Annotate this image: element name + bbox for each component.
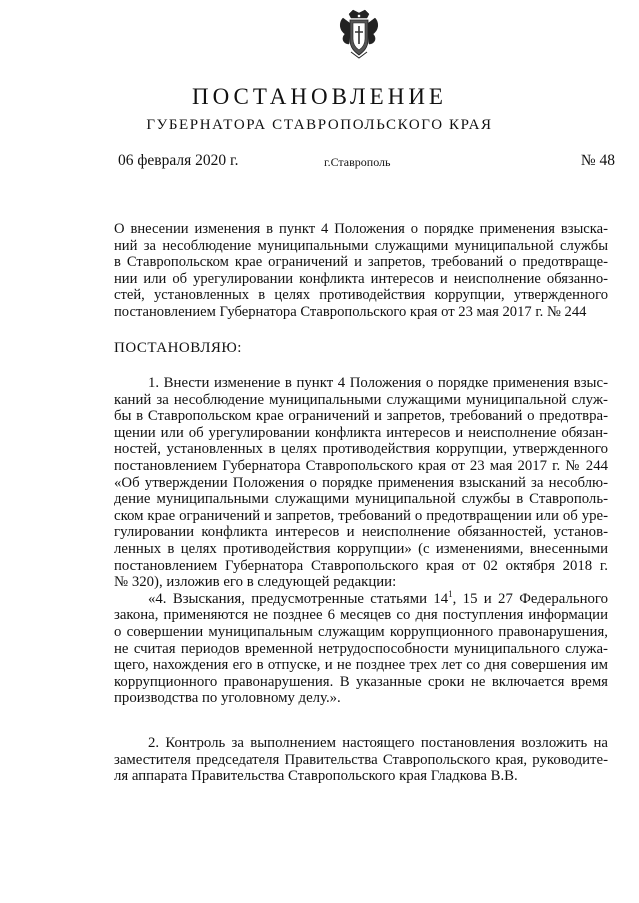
quote-suffix: , 15 и 27 Федерального — [452, 590, 608, 607]
subject-line: постановлением Губернатора Ставропольского края от 23 мая 2017 г. № 244 — [114, 303, 587, 320]
item-2-line: заместителя председателя Правительства Ставропольского края, руководите- — [114, 751, 608, 768]
quote-line: производства по уголовному делу.». — [114, 690, 341, 707]
item-1-line: ностей, установленных в целях противодействия коррупции, утвержденного — [114, 441, 608, 458]
item-1-line: ском крае ограничений и запретов, требований о предотвращении или об уре- — [114, 507, 608, 524]
item-2-line: 2. Контроль за выполнением настоящего постановления возложить на — [148, 735, 608, 751]
item-1-block — [114, 375, 608, 707]
quote-prefix: «4. Взыскания, предусмотренные статьями 14 — [148, 590, 449, 607]
item-1-line: щении или об урегулировании конфликта интересов и неисполнение обязан- — [114, 424, 608, 441]
quote-line: щего, нахождения его в отпуске, и не позднее трех лет со дня совершения им — [114, 657, 608, 674]
subject-line: стей, установленных в целях противодействия коррупции, утвержденного — [114, 287, 608, 304]
document-date: 06 февраля 2020 г. — [118, 152, 239, 169]
quote-line: о совершении муниципальным служащим коррупционного правонарушения, — [114, 623, 608, 640]
quote-line: закона, применяются не позднее 6 месяцев со дня поступления информации — [114, 607, 608, 624]
item-1-line: 1. Внести изменение в пункт 4 Положения о порядке применения взыс- — [148, 375, 608, 391]
item-1-line: № 320), изложив его в следующей редакции: — [114, 574, 397, 591]
subject-block — [114, 221, 608, 321]
document-number: № 48 — [580, 152, 615, 169]
item-1-line: каний за несоблюдение муниципальными служащими муниципальной служ- — [114, 391, 608, 408]
subject-line: О внесении изменения в пункт 4 Положения о порядке применения взыска- — [114, 221, 608, 237]
document-title: ПОСТАНОВЛЕНИЕ — [192, 84, 447, 109]
item-2-line: ля аппарата Правительства Ставропольского края Гладкова В.В. — [114, 768, 518, 785]
quote-first-line — [114, 588, 608, 608]
quote-line: не считая периодов временной нетрудоспособности муниципального служа- — [114, 640, 608, 657]
item-2-block — [114, 735, 608, 785]
quote-superscript: 1 — [448, 588, 453, 599]
item-1-line: постановлением Губернатора Ставропольского края от 02 октября 2018 г. — [114, 557, 608, 574]
subject-line: в Ставропольском крае ограничений и запретов, требований о предотвраще- — [114, 254, 608, 271]
subject-line: нии или об урегулировании конфликта интересов и неисполнение обязанно- — [114, 270, 608, 287]
item-1-line: гулировании конфликта интересов и неисполнение обязанностей, установ- — [114, 524, 608, 541]
item-1-line: «Об утверждении Положения о порядке применения взысканий за несоблю- — [114, 474, 608, 491]
item-1-line: постановлением Губернатора Ставропольского края от 23 мая 2017 г. № 244 — [114, 457, 608, 474]
quote-line: коррупционного правонарушения. В указанные сроки не включается время — [114, 673, 608, 690]
subject-line: ний за несоблюдение муниципальными служащими муниципальной службы — [114, 237, 608, 254]
coat-of-arms-emblem — [337, 8, 381, 60]
item-1-line: ленных в целях противодействия коррупции» (с изменениями, внесенными — [114, 540, 608, 557]
item-1-line: бы в Ставропольском крае ограничений и запретов, требований о предотвра- — [114, 408, 608, 425]
document-city: г.Ставрополь — [324, 155, 391, 169]
item-1-line: дение муниципальными служащими муниципальной службы в Ставрополь- — [114, 491, 608, 508]
resolve-heading: ПОСТАНОВЛЯЮ: — [114, 340, 242, 356]
document-subtitle: ГУБЕРНАТОРА СТАВРОПОЛЬСКОГО КРАЯ — [146, 117, 493, 133]
